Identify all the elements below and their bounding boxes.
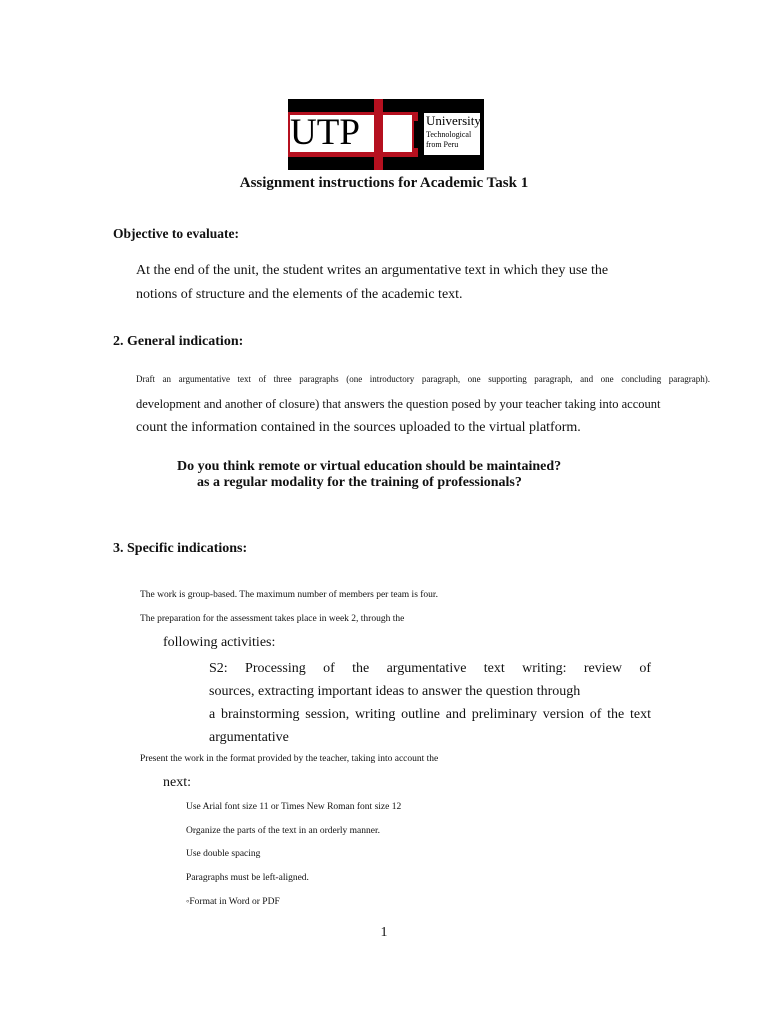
specific-line-1: The work is group-based. The maximum number of members per team is four. (140, 590, 438, 600)
activity-line-1: S2: Processing of the argumentative text writing: review of (209, 661, 651, 676)
format-list-item: Use double spacing (186, 849, 261, 859)
activity-line-2: sources, extracting important ideas to answer the question through (209, 684, 581, 699)
logo-mark-text: UTP (290, 112, 360, 153)
general-line-2: development and another of closure) that answers the question posed by your teacher taking into account (136, 397, 661, 411)
specific-line-5: next: (163, 775, 191, 790)
specific-line-4: Present the work in the format provided by the teacher, taking into account the (140, 754, 439, 764)
logo-line-technological: Technological (426, 130, 472, 139)
general-draft-line: Draft an argumentative text of three paragraphs (one introductory paragraph, one supporting paragraph, and one concluding paragraph). (136, 374, 710, 384)
general-line-3: count the information contained in the sources uploaded to the virtual platform. (136, 420, 581, 435)
objective-line-1: At the end of the unit, the student writes an argumentative text in which they use the (136, 263, 609, 278)
activity-line-4: argumentative (209, 730, 289, 745)
document-title: Assignment instructions for Academic Task 1 (239, 175, 529, 191)
specific-line-3: following activities: (163, 635, 276, 650)
general-heading: 2. General indication: (113, 334, 244, 349)
logo-line-peru: from Peru (426, 140, 459, 149)
specific-heading: 3. Specific indications: (113, 541, 248, 556)
objective-heading: Objective to evaluate: (113, 226, 239, 241)
format-list-item: Use Arial font size 11 or Times New Roman font size 12 (186, 802, 402, 812)
activity-line-3: a brainstorming session, writing outline and preliminary version of the text (209, 707, 651, 722)
question-line-2: as a regular modality for the training of professionals? (197, 475, 522, 490)
question-line-1: Do you think remote or virtual education should be maintained? (177, 459, 562, 474)
objective-line-2: notions of structure and the elements of the academic text. (136, 287, 463, 302)
format-list-item: Organize the parts of the text in an orderly manner. (186, 826, 380, 836)
format-list-item: Paragraphs must be left-aligned. (186, 873, 309, 883)
page-number: 1 (380, 925, 388, 940)
utp-logo (288, 99, 484, 170)
logo-line-university: University (426, 113, 481, 128)
specific-line-2: The preparation for the assessment takes place in week 2, through the (140, 614, 405, 624)
logo-red-stripe (374, 99, 383, 170)
format-list-item: ◦Format in Word or PDF (186, 897, 280, 907)
